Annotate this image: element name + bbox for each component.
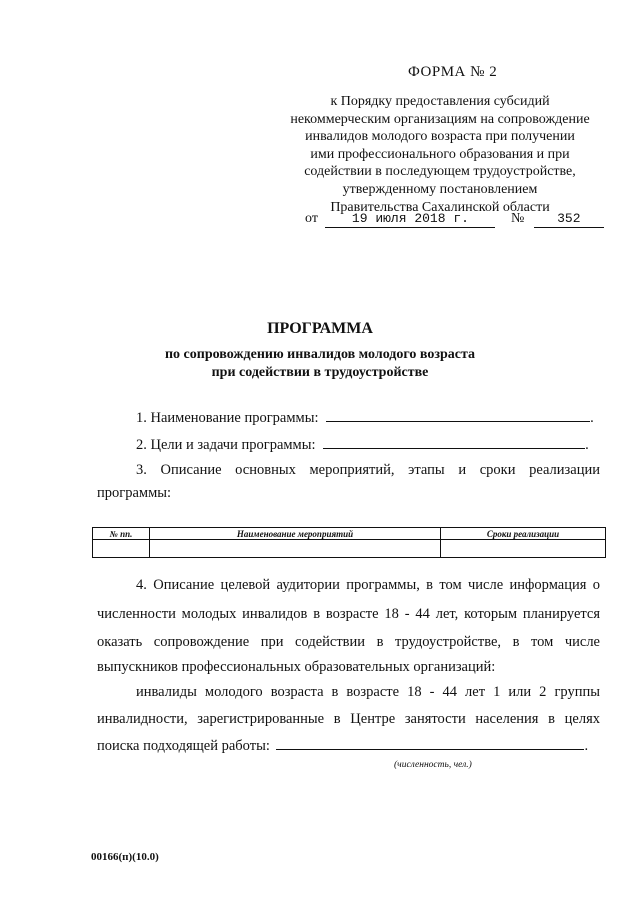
table-row	[93, 540, 606, 558]
item3-line: 3. Описание основных мероприятий, этапы и сроки реализации	[136, 462, 600, 478]
job-search-row: поиска подходящей работы: .	[97, 735, 588, 755]
program-name-row: 1. Наименование программы: .	[136, 407, 594, 427]
program-subtitle-line: при содействии в трудоустройстве	[211, 365, 429, 380]
table-cell[interactable]	[150, 540, 441, 558]
item4-sub-line: инвалидности, зарегистрированные в Центре занятости населения в целях	[97, 711, 600, 727]
table-header-row	[93, 528, 606, 540]
decree-number-label: №	[510, 211, 525, 226]
program-goals-label: 2. Цели и задачи программы:	[136, 437, 316, 453]
population-count-field[interactable]	[276, 735, 584, 750]
form-number-title: ФОРМА № 2	[408, 64, 498, 80]
column-header-deadlines: Сроки реализации	[441, 528, 606, 540]
program-title: ПРОГРАММА	[267, 320, 373, 337]
item4-line: 4. Описание целевой аудитории программы, в том числе информация о	[136, 577, 600, 593]
program-name-label: 1. Наименование программы:	[136, 410, 319, 426]
appendix-line: к Порядку предоставления субсидий	[330, 94, 550, 109]
decree-number-value: 352	[534, 211, 604, 228]
program-name-field[interactable]	[326, 407, 590, 422]
appendix-reference	[270, 93, 610, 216]
item3-line: программы:	[97, 485, 172, 501]
item4-line: численности молодых инвалидов в возрасте 18 - 44 лет, которым планируется	[97, 606, 600, 622]
program-subtitle	[0, 346, 640, 382]
decree-date-value: 19 июля 2018 г.	[325, 211, 495, 228]
appendix-line: содействии в последующем трудоустройстве,	[304, 164, 576, 180]
appendix-line: инвалидов молодого возраста при получении	[305, 129, 575, 145]
item4-line: выпускников профессиональных образовательных организаций:	[97, 659, 496, 675]
appendix-line: утвержденному постановлением	[342, 181, 538, 197]
appendix-line: ими профессионального образования и при	[310, 146, 570, 162]
appendix-line: Правительства Сахалинской области	[330, 199, 550, 215]
program-goals-field[interactable]	[323, 434, 585, 449]
program-subtitle-line: по сопровождению инвалидов молодого возраста	[164, 347, 476, 362]
item4-sub-line: инвалиды молодого возраста в возрасте 18 - 44 лет 1 или 2 группы	[136, 684, 600, 700]
column-header-number: № пп.	[93, 528, 150, 540]
document-code: 00166(п)(10.0)	[91, 851, 159, 863]
item4-sub-line: поиска подходящей работы:	[97, 738, 270, 754]
table-cell[interactable]	[93, 540, 150, 558]
date-prefix: от	[305, 211, 318, 226]
item4-line: оказать сопровождение при содействии в трудоустройстве, в том числе	[97, 634, 600, 650]
program-goals-row: 2. Цели и задачи программы: .	[136, 434, 589, 454]
decree-date-row	[305, 211, 604, 228]
count-field-caption: (численность, чел.)	[394, 760, 472, 770]
appendix-line: некоммерческим организациям на сопровождение	[290, 111, 590, 127]
table-cell[interactable]	[441, 540, 606, 558]
events-table	[92, 527, 606, 558]
column-header-events: Наименование мероприятий	[150, 528, 441, 540]
